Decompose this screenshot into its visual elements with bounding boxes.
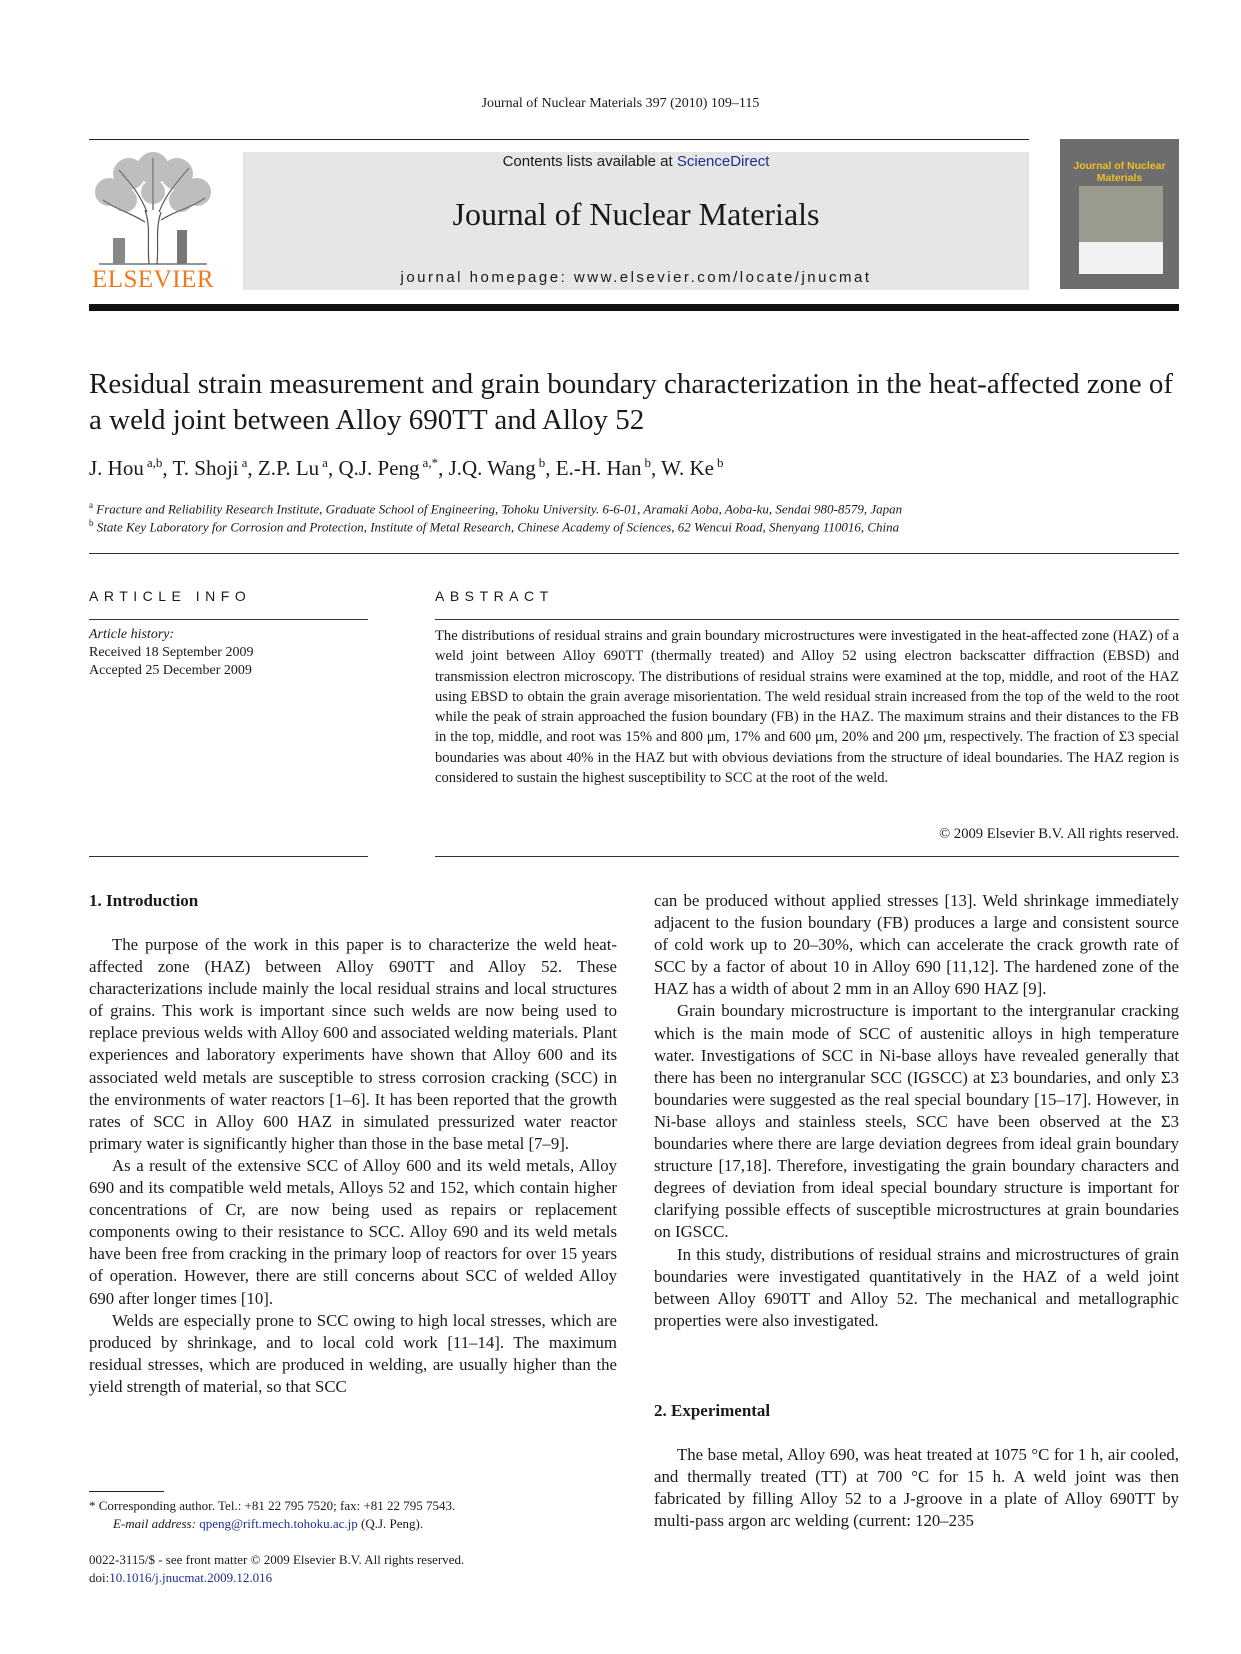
journal-name: Journal of Nuclear Materials: [452, 196, 820, 232]
history-label: Article history:: [89, 627, 175, 642]
paragraph: The purpose of the work in this paper is to characterize the weld heat-affected zone (HAZ) between Alloy 690TT and Alloy 52. These characterizations include mainly the local residual strains and local structures of grains. This work is important since such welds are now being used to replace previous welds with Alloy 600 and associated welding materials. Plant experiences and laboratory experiments have shown that Alloy 600 and its associated weld metals are susceptible to stress corrosion cracking (SCC) in the environments of water reactors [1–6]. It has been reported that the growth rates of SCC in Alloy 600 HAZ in simulated pressurized water reactor primary water is significantly higher than those in the base metal [7–9].: [89, 935, 617, 1153]
title-divider: [89, 553, 1179, 554]
info-rule-bottom: [89, 856, 368, 857]
cover-title: Journal of Nuclear Materials: [1073, 160, 1166, 184]
author-name[interactable]: Q.J. Peng: [338, 456, 420, 480]
author-affiliation-mark: b: [644, 455, 651, 470]
doi-link[interactable]: 10.1016/j.jnucmat.2009.12.016: [109, 1570, 273, 1585]
left-column-body: [89, 934, 617, 1398]
author-name[interactable]: J.Q. Wang: [448, 456, 536, 480]
author-affiliation-mark: a: [241, 455, 248, 470]
accepted-date: Accepted 25 December 2009: [89, 663, 252, 678]
abstract-copyright: © 2009 Elsevier B.V. All rights reserved.: [939, 826, 1179, 842]
author-list: [89, 455, 1179, 481]
affiliation-mark: a: [89, 500, 93, 510]
cover-image: [1079, 186, 1163, 242]
contents-line: [243, 153, 1029, 170]
article-history: [89, 626, 368, 680]
email-label: E-mail address:: [113, 1516, 196, 1531]
abstract-rule-top: [435, 619, 1179, 620]
affiliation-mark: b: [89, 518, 94, 528]
paragraph: Welds are especially prone to SCC owing to high local stresses, which are produced by shrinkage, and to local cold work [11–14]. The maximum residual stresses, which are produced in welding, are usually higher than the yield strength of material, so that SCC: [89, 1310, 617, 1396]
paragraph: can be produced without applied stresses [13]. Weld shrinkage immediately adjacent to the fusion boundary (FB) produces a large and consistent source of cold work up to 20–30%, which can accelerate the crack growth rate of SCC by a factor of about 10 in Alloy 690 [11,12]. The hardened zone of the HAZ has a width of about 2 mm in an Alloy 690 HAZ [9].: [654, 891, 1179, 999]
author-separator: ,: [247, 456, 258, 480]
corresponding-author-note: * Corresponding author. Tel.: +81 22 795 7520; fax: +81 22 795 7543.: [89, 1498, 456, 1513]
author-affiliation-mark: a,b: [146, 455, 163, 470]
author-name[interactable]: E.-H. Han: [555, 456, 642, 480]
right-column-body: [654, 890, 1179, 1332]
author-affiliation-mark: b: [717, 455, 724, 470]
affiliation-text: State Key Laboratory for Corrosion and Protection, Institute of Metal Research, Chinese Academy of Sciences, 62 Wencui Road, Shenyang 110016, China: [96, 519, 900, 535]
sciencedirect-link[interactable]: ScienceDirect: [676, 153, 770, 170]
abstract-text: The distributions of residual strains and grain boundary microstructures were investigated in the heat-affected zone (HAZ) of a weld joint between Alloy 690TT (thermally treated) and Alloy 52 using electron backscatter diffraction (EBSD) and transmission electron microscopy. The distributions of residual strains were examined at the top, middle, and root of the HAZ using EBSD to obtain the grain average misorientation. The weld residual strain increased from the top of the weld to the root while the peak of strain approached the fusion boundary (FB) in the HAZ. The maximum strains and their distances to the FB in the top, middle, and root was 15% and 800 μm, 17% and 600 μm, 20% and 200 μm, respectively. The fraction of Σ3 special boundaries was about 40% in the HAZ but with obvious deviations from the structure of ideal boundaries. The HAZ region is considered to sustain the highest susceptibility to SCC at the root of the weld.: [435, 628, 1179, 787]
paragraph: As a result of the extensive SCC of Alloy 600 and its weld metals, Alloy 690 and its compatible weld metals, Alloys 52 and 152, which contain higher concentrations of Cr, are now being used as repairs or replacement components owing to their resistance to SCC. Alloy 690 and its weld metals have been free from cracking in the primary loop of reactors for over 15 years of operation. However, there are still concerns about SCC of welded Alloy 690 after longer times [10].: [89, 1155, 617, 1308]
author-name[interactable]: J. Hou: [89, 456, 144, 480]
author-affiliation-mark: b: [538, 455, 546, 470]
elsevier-wordmark[interactable]: ELSEVIER: [91, 266, 215, 293]
affiliation-b: [89, 518, 1179, 535]
author-separator: ,: [162, 456, 173, 480]
author-name[interactable]: W. Ke: [661, 456, 714, 480]
header-thick-divider: [89, 304, 1179, 311]
abstract-heading: ABSTRACT: [435, 588, 554, 604]
author-separator: ,: [438, 456, 449, 480]
top-divider: [89, 139, 1029, 140]
email-note: [89, 1515, 649, 1532]
author-separator: ,: [327, 456, 339, 480]
paragraph: Grain boundary microstructure is important to the intergranular cracking which is the main mode of SCC of austenitic alloys in high temperature water. Investigations of SCC in Ni-base alloys have revealed generally that there has been no intergranular SCC (IGSCC) at Σ3 boundaries, and only Σ3 boundaries were suggested as the real special boundary [15–17]. However, in Ni-base alloys and stainless steels, SCC have been observed at the Σ3 boundaries where there are large deviation degrees from ideal grain boundary structure [17,18]. Therefore, investigating the grain boundary characters and degrees of deviation from ideal special boundary structure is important for clarifying possible effects of susceptible microstructures at grain boundaries on IGSCC.: [654, 1001, 1179, 1242]
right-column-experimental: [654, 1444, 1179, 1532]
author-separator: ,: [650, 456, 662, 480]
contents-prefix: Contents lists available at: [502, 153, 677, 170]
author-name[interactable]: T. Shoji: [172, 456, 239, 480]
issn-line: 0022-3115/$ - see front matter © 2009 Elsevier B.V. All rights reserved.: [89, 1552, 465, 1567]
affiliation-a: [89, 500, 1179, 517]
paragraph: In this study, distributions of residual strains and microstructures of grain boundaries were investigated quantitatively in the HAZ of a weld joint between Alloy 690TT and Alloy 52. The mechanical and metallographic properties were also investigated.: [654, 1244, 1179, 1330]
author-affiliation-mark: a,*: [422, 455, 439, 470]
affiliation-text: Fracture and Reliability Research Institute, Graduate School of Engineering, Tohoku University. 6-6-01, Aramaki Aoba, Aoba-ku, Sendai 980-8579, Japan: [96, 501, 903, 517]
email-owner: (Q.J. Peng).: [360, 1516, 424, 1531]
paragraph: The base metal, Alloy 690, was heat treated at 1075 °C for 1 h, air cooled, and thermally treated (TT) at 700 °C for 15 h. A weld joint was then fabricated by filling Alloy 52 to a J-groove in a plate of Alloy 690TT by multi-pass argon arc welding (current: 120–235: [654, 1445, 1179, 1531]
abstract-rule-bottom: [435, 856, 1179, 857]
author-separator: ,: [545, 456, 556, 480]
author-affiliation-mark: a: [322, 455, 328, 470]
author-name[interactable]: Z.P. Lu: [257, 456, 320, 480]
email-link[interactable]: qpeng@rift.mech.tohoku.ac.jp: [199, 1516, 358, 1531]
running-head: Journal of Nuclear Materials 397 (2010) 109–115: [481, 96, 760, 111]
info-rule-top: [89, 619, 368, 620]
journal-homepage[interactable]: journal homepage: www.elsevier.com/locate/jnucmat: [400, 269, 872, 286]
article-info-heading: ARTICLE INFO: [89, 588, 252, 604]
section-2-title: 2. Experimental: [654, 1401, 771, 1420]
section-1-title: 1. Introduction: [89, 891, 199, 910]
doi-label: doi:: [89, 1570, 110, 1585]
footnote-rule: [89, 1491, 164, 1492]
cover-footer: [1079, 242, 1163, 274]
article-title: Residual strain measurement and grain boundary characterization in the heat-affected zone of a weld joint between Alloy 690TT and Alloy 52: [89, 368, 1174, 436]
received-date: Received 18 September 2009: [89, 645, 254, 660]
doi-line: [89, 1569, 689, 1586]
